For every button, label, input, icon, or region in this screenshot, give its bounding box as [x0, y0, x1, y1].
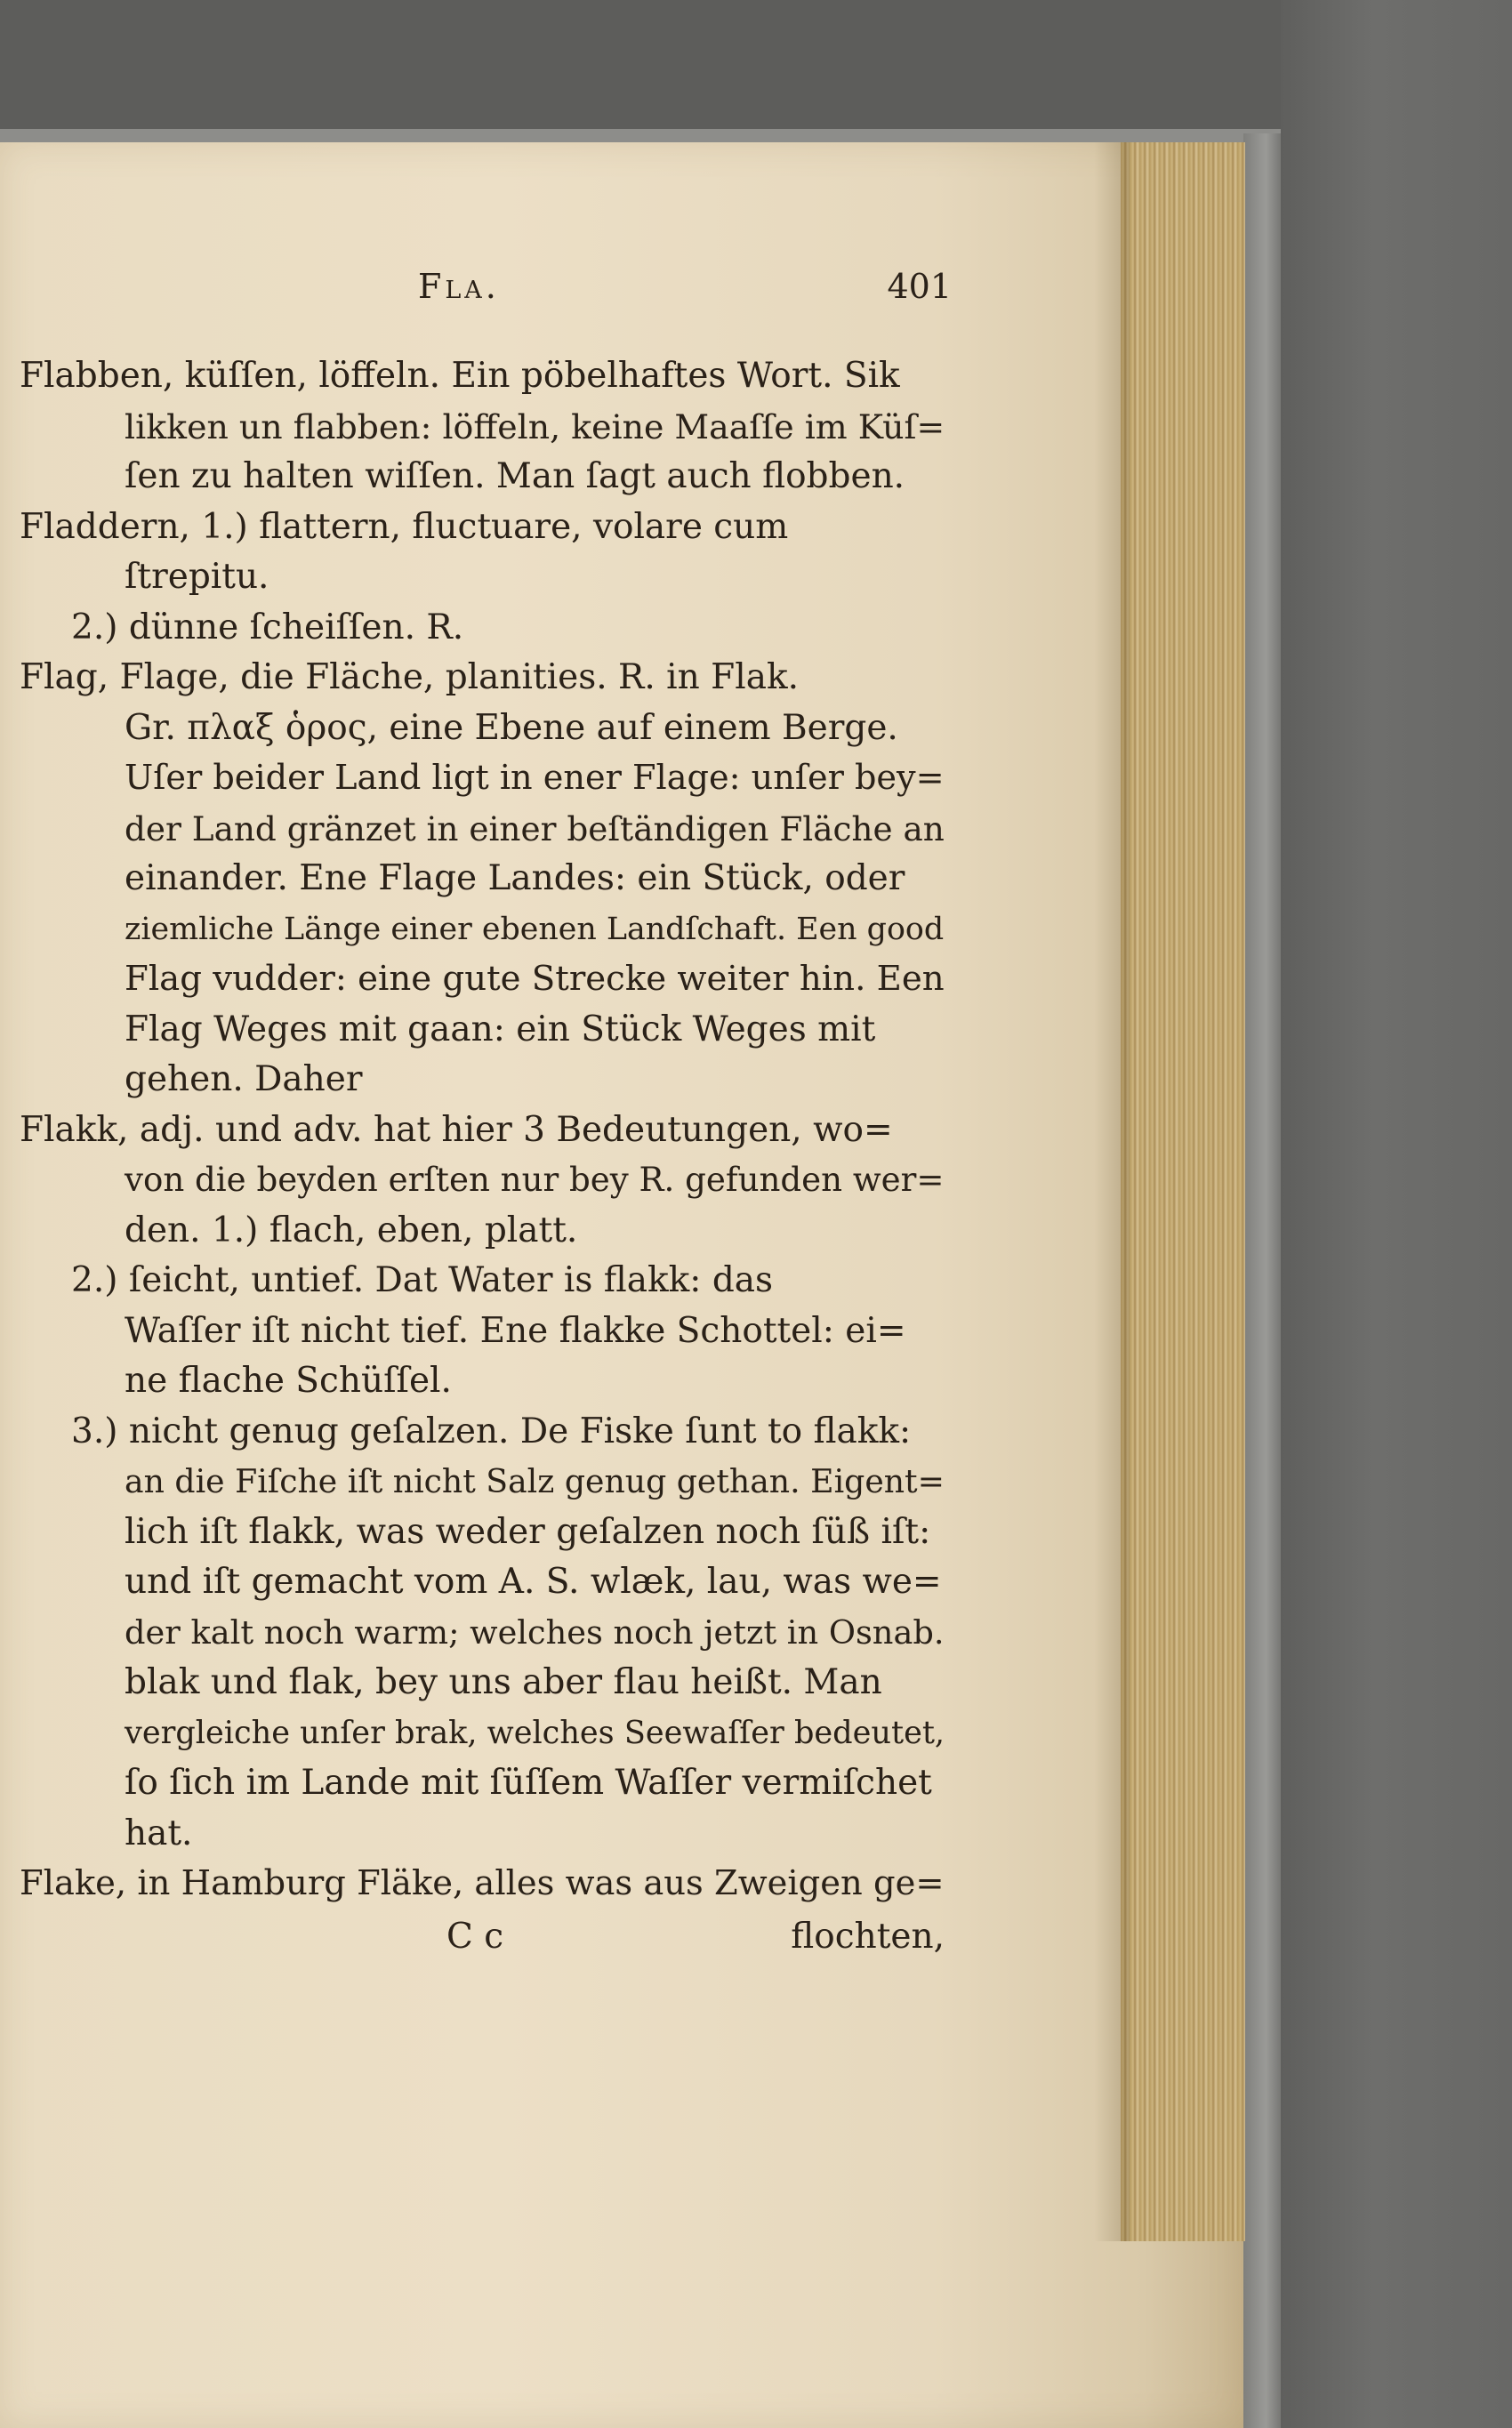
text-line: 2.) dünne ſcheiſſen. R. [71, 607, 464, 647]
text-line: Flag, Flage, die Fläche, planities. R. in Flak. [20, 657, 799, 697]
backdrop-right [1281, 0, 1512, 2428]
text-line: Gr. πλαξ ὁρος, eine Ebene auf einem Berge. [125, 707, 898, 748]
text-line: 3.) nicht genug geſalzen. De Fiske ſunt to flakk: [71, 1411, 912, 1451]
text-line: ſen zu halten wiſſen. Man ſagt auch flobben. [125, 456, 905, 496]
text-line: der Land gränzet in einer beſtändigen Fläche an [125, 808, 945, 848]
text-line: ſo ſich im Lande mit ſüſſem Waſſer vermiſchet [125, 1763, 932, 1803]
text-line: Flakk, adj. und adv. hat hier 3 Bedeutungen, wo= [20, 1109, 893, 1150]
text-line: likken un flabben: löffeln, keine Maaſſe im Küſ= [125, 406, 945, 446]
text-line: Uſer beider Land ligt in ener Flage: unſer bey= [125, 759, 945, 798]
text-line: von die beyden erſten nur bey R. gefunden wer= [125, 1161, 945, 1199]
page-number: 401 [887, 267, 952, 306]
text-line: und iſt gemacht vom A. S. wlæk, lau, was we= [125, 1562, 942, 1602]
text-line: Fladdern, 1.) flattern, fluctuare, volare cum [20, 506, 789, 547]
text-line: Flag vudder: eine gute Strecke weiter hin. Een [125, 959, 945, 999]
text-line: den. 1.) flach, eben, platt. [125, 1210, 578, 1250]
text-line: hat. [125, 1813, 193, 1853]
text-line: 2.) ſeicht, untief. Dat Water is flakk: das [71, 1260, 774, 1300]
text-line: gehen. Daher [125, 1059, 363, 1099]
page-body [20, 351, 945, 1909]
text-line: ziemliche Länge einer ebenen Landſchaft. Een good [125, 911, 945, 947]
text-line: einander. Ene Flage Landes: ein Stück, oder [125, 858, 905, 898]
text-line: der kalt noch warm; welches noch jetzt in Osnab. [125, 1612, 945, 1652]
text-line: Flabben, küſſen, löffeln. Ein pöbelhaftes Wort. Sik [20, 356, 900, 396]
text-line: Flake, in Hamburg Fläke, alles was aus Zweigen ge= [20, 1863, 945, 1903]
signature-mark: C c [446, 1917, 504, 1957]
text-line: blak und flak, bey uns aber flau heißt. Man [125, 1662, 882, 1702]
text-line: ne flache Schüſſel. [125, 1361, 452, 1401]
text-line: ſtrepitu. [125, 557, 269, 597]
text-line: Waſſer iſt nicht tief. Ene flakke Schottel: ei= [125, 1310, 906, 1351]
text-line: lich iſt flakk, was weder geſalzen noch ſüß iſt: [125, 1511, 931, 1552]
page-edges [1121, 142, 1245, 2241]
page-edges-shade [1094, 142, 1130, 2241]
catchword: flochten, [791, 1917, 945, 1957]
text-line: vergleiche unſer brak, welches Seewaſſer bedeutet, [125, 1714, 945, 1751]
page-header [418, 267, 952, 320]
board-edge [1243, 133, 1281, 2428]
running-title: Fla. [418, 267, 500, 306]
text-line: Flag Weges mit gaan: ein Stück Weges mit [125, 1009, 876, 1049]
text-line: an die Fiſche iſt nicht Salz genug gethan. Eigent= [125, 1462, 945, 1500]
